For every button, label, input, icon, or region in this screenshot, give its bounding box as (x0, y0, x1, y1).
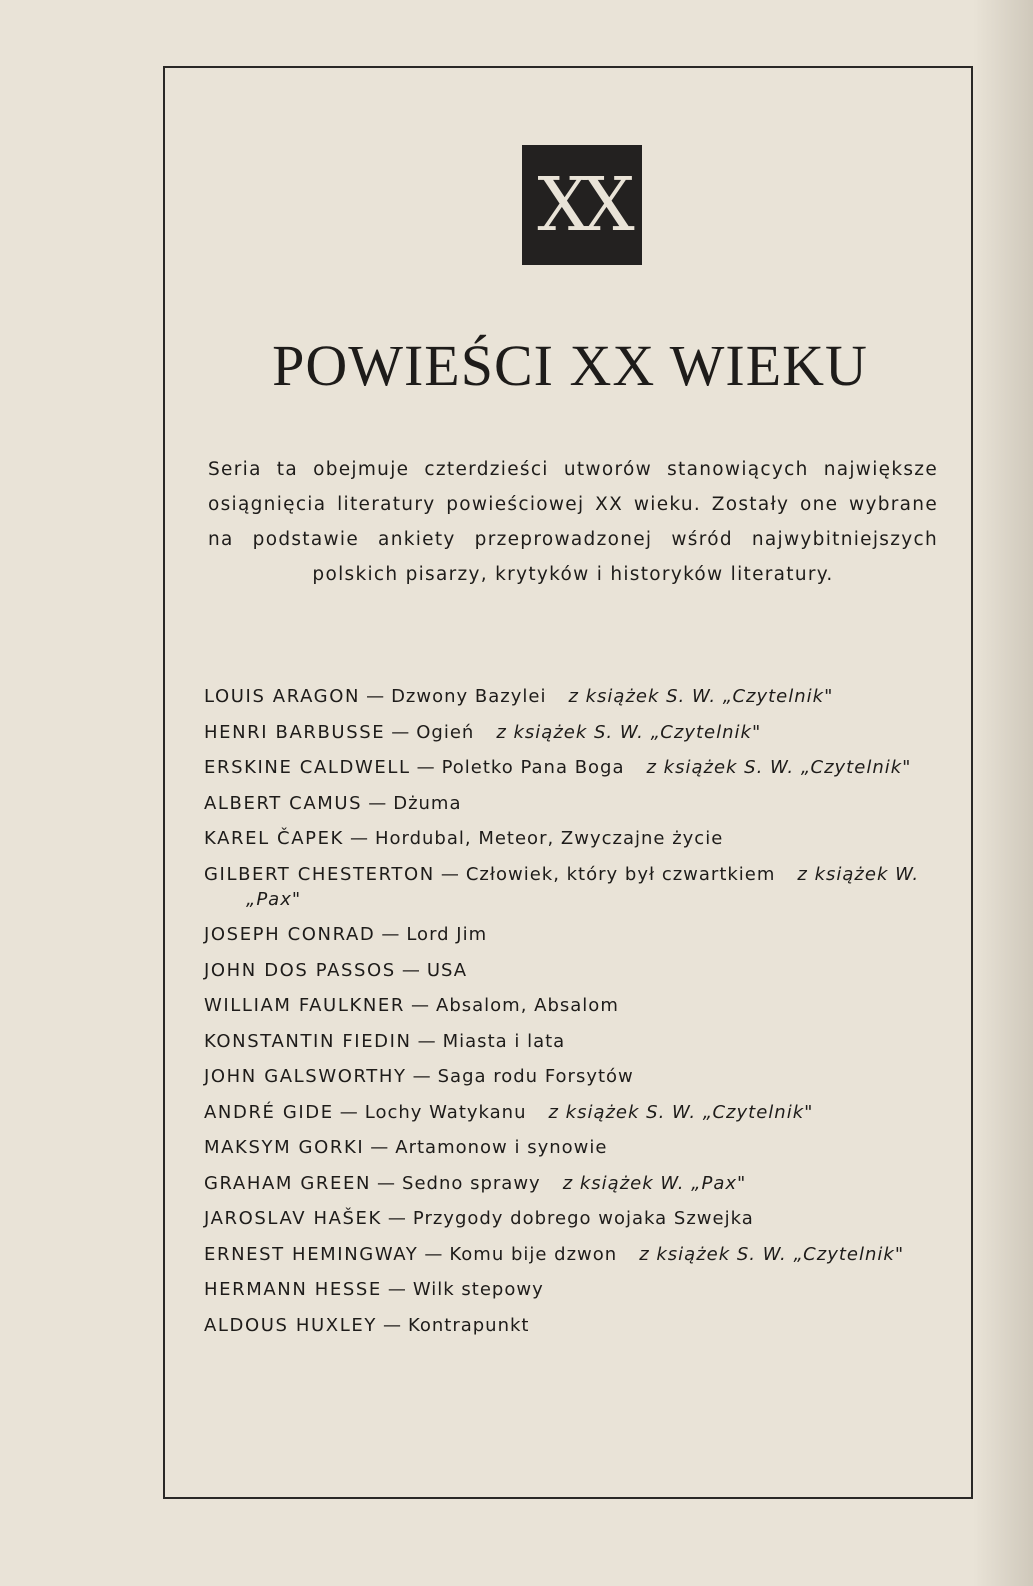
publisher-note: z książek S. W. „Czytelnik" (496, 721, 762, 743)
series-logo (522, 145, 642, 265)
separator-dash: — (424, 1243, 444, 1265)
book-author: JOHN GALSWORTHY (204, 1066, 407, 1087)
book-entry (204, 958, 940, 983)
separator-dash: — (377, 1172, 397, 1194)
book-title: Komu bije dzwon (449, 1243, 618, 1265)
book-entry (204, 826, 940, 851)
book-entry (204, 922, 940, 947)
book-title: Hordubal, Meteor, Zwyczajne życie (374, 828, 724, 849)
book-author: KAREL ČAPEK (204, 828, 344, 849)
book-entry (204, 862, 940, 912)
book-author: GRAHAM GREEN (204, 1172, 372, 1194)
book-title: Kontrapunkt (407, 1314, 530, 1336)
page-shadow (973, 0, 1033, 1586)
book-author: ERSKINE CALDWELL (204, 757, 411, 778)
page-title: POWIEŚCI XX WIEKU (272, 333, 868, 398)
separator-dash: — (401, 959, 421, 981)
series-logo-text: XX (537, 162, 627, 248)
book-entry (204, 1277, 940, 1302)
book-title: Poletko Pana Boga (441, 757, 625, 778)
book-entry (204, 720, 940, 745)
separator-dash: — (339, 1101, 359, 1123)
book-entry (204, 1206, 940, 1231)
book-author: GILBERT CHESTERTON (204, 863, 435, 885)
book-author: ALBERT CAMUS (204, 792, 363, 814)
book-author: ALDOUS HUXLEY (204, 1314, 377, 1336)
book-entry (204, 684, 940, 709)
book-title: Absalom, Absalom (436, 995, 619, 1016)
separator-dash: — (387, 1279, 407, 1300)
separator-dash: — (382, 1314, 402, 1336)
separator-dash: — (370, 1137, 390, 1158)
book-author: HENRI BARBUSSE (204, 721, 386, 743)
publisher-note: z książek S. W. „Czytelnik" (646, 757, 912, 778)
book-entry (204, 993, 940, 1018)
book-title: Artamonow i synowie (395, 1137, 608, 1158)
separator-dash: — (416, 757, 436, 778)
book-entry (204, 1135, 940, 1160)
book-author: JOSEPH CONRAD (204, 924, 376, 945)
book-author: KONSTANTIN FIEDIN (204, 1030, 412, 1052)
book-title: Sedno sprawy (402, 1172, 541, 1194)
separator-dash: — (381, 924, 401, 945)
separator-dash: — (417, 1030, 437, 1052)
publisher-note: z książek W. „Pax" (562, 1172, 747, 1194)
book-title: USA (426, 959, 468, 981)
publisher-note: z książek S. W. „Czytelnik" (639, 1243, 905, 1265)
separator-dash: — (440, 863, 460, 885)
book-author: JOHN DOS PASSOS (204, 959, 396, 981)
book-entry (204, 1029, 940, 1054)
separator-dash: — (368, 792, 388, 814)
book-entry (204, 1242, 940, 1267)
book-title: Człowiek, który był czwartkiem (465, 863, 776, 885)
book-author: JAROSLAV HAŠEK (204, 1208, 382, 1229)
book-title: Lord Jim (406, 924, 488, 945)
series-description: Seria ta obejmuje czterdzieści utworów stanowiących największe osiągnięcia literatury powieściowej XX wieku. Zostały one wybrane na podstawie ankiety przeprowadzonej wśród najwybitniejszych polskich pisarzy, krytyków i historyków literatury. (208, 459, 938, 585)
book-title: Saga rodu Forsytów (437, 1066, 634, 1087)
publisher-note: z książek S. W. „Czytelnik" (548, 1101, 814, 1123)
book-entry (204, 1064, 940, 1089)
book-title: Dżuma (393, 792, 462, 814)
book-entry (204, 791, 940, 816)
book-author: LOUIS ARAGON (204, 686, 361, 707)
book-author: ANDRÉ GIDE (204, 1101, 334, 1123)
publisher-note: z książek S. W. „Czytelnik" (568, 686, 834, 707)
publisher-note: z książek W. „Pax" (246, 863, 920, 910)
separator-dash: — (412, 1066, 432, 1087)
separator-dash: — (366, 686, 386, 707)
separator-dash: — (349, 828, 369, 849)
book-title: Przygody dobrego wojaka Szwejka (412, 1208, 754, 1229)
book-author: ERNEST HEMINGWAY (204, 1243, 419, 1265)
book-entry (204, 1100, 940, 1125)
book-title: Ogień (416, 721, 475, 743)
book-entry (204, 1171, 940, 1196)
book-author: WILLIAM FAULKNER (204, 995, 406, 1016)
book-author: HERMANN HESSE (204, 1279, 382, 1300)
book-title: Miasta i lata (442, 1030, 566, 1052)
book-entry (204, 755, 940, 780)
separator-dash: — (391, 721, 411, 743)
book-entry (204, 1313, 940, 1338)
book-list (204, 684, 940, 1348)
book-title: Wilk stepowy (412, 1279, 544, 1300)
separator-dash: — (411, 995, 431, 1016)
book-title: Lochy Watykanu (364, 1101, 527, 1123)
book-author: MAKSYM GORKI (204, 1137, 365, 1158)
separator-dash: — (387, 1208, 407, 1229)
book-title: Dzwony Bazylei (391, 686, 547, 707)
